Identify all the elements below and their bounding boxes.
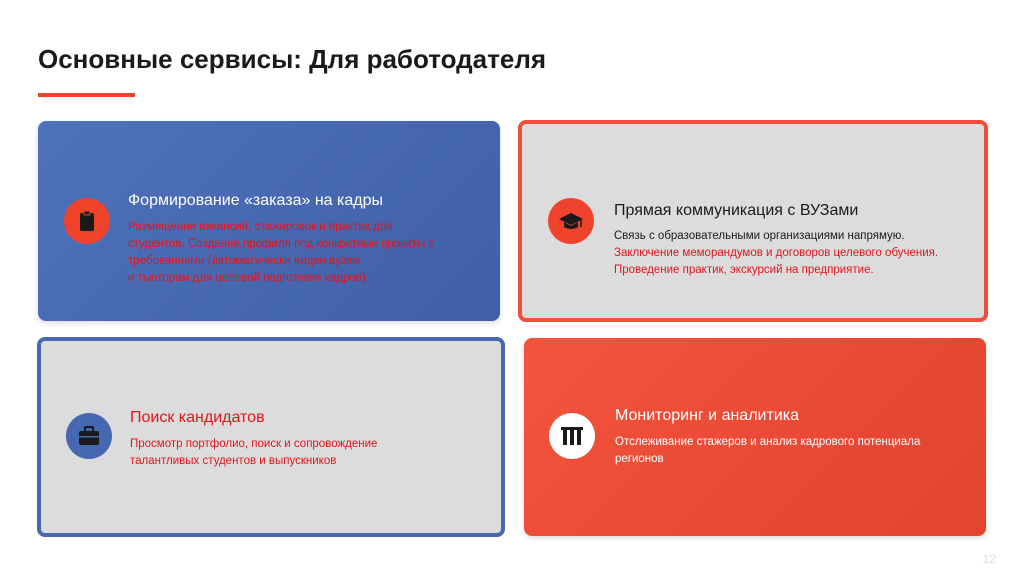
text-line: Проведение практик, экскурсий на предприятие.	[614, 264, 874, 276]
card-title: Формирование «заказа» на кадры	[128, 192, 383, 209]
card-description	[615, 434, 920, 468]
text-line: Просмотр портфолио, поиск и сопровождение	[130, 438, 378, 450]
text-line: Размещение вакансий, стажировок и практик для	[128, 221, 393, 233]
card-description	[130, 436, 377, 470]
text-line: Отслеживание стажеров и анализ кадрового потенциала	[615, 436, 921, 448]
card-title: Мониторинг и аналитика	[615, 407, 799, 424]
briefcase-icon	[66, 413, 112, 459]
text-line: талантливых студентов и выпускников	[130, 455, 337, 467]
text-line: требованиями (автоматически виден вузам	[128, 255, 361, 267]
slide-title: Основные сервисы: Для работодателя	[38, 44, 547, 74]
text-line: Заключение меморандумов и договоров целевого обучения.	[614, 247, 939, 259]
text-line: и тьюторам для целевой подготовки кадров)	[128, 272, 366, 284]
card-monitoring-analytics	[524, 338, 986, 536]
card-title: Прямая коммуникация с ВУЗами	[614, 202, 859, 219]
analytics-building-icon	[549, 413, 595, 459]
card-title: Поиск кандидатов	[130, 409, 265, 426]
page-number: 12	[982, 552, 996, 566]
card-description	[128, 219, 434, 287]
text-line: Связь с образовательными организациями напрямую.	[614, 230, 905, 242]
card-university-communication	[518, 120, 988, 322]
text-line: студентов. Создание профиля под конкретные проекты с	[128, 238, 435, 250]
card-order-staff	[38, 121, 500, 321]
graduation-cap-icon	[548, 198, 594, 244]
clipboard-icon	[64, 198, 110, 244]
text-line: регионов	[615, 453, 664, 465]
card-candidate-search	[37, 337, 505, 537]
title-underline	[38, 93, 135, 97]
card-description	[614, 228, 938, 279]
